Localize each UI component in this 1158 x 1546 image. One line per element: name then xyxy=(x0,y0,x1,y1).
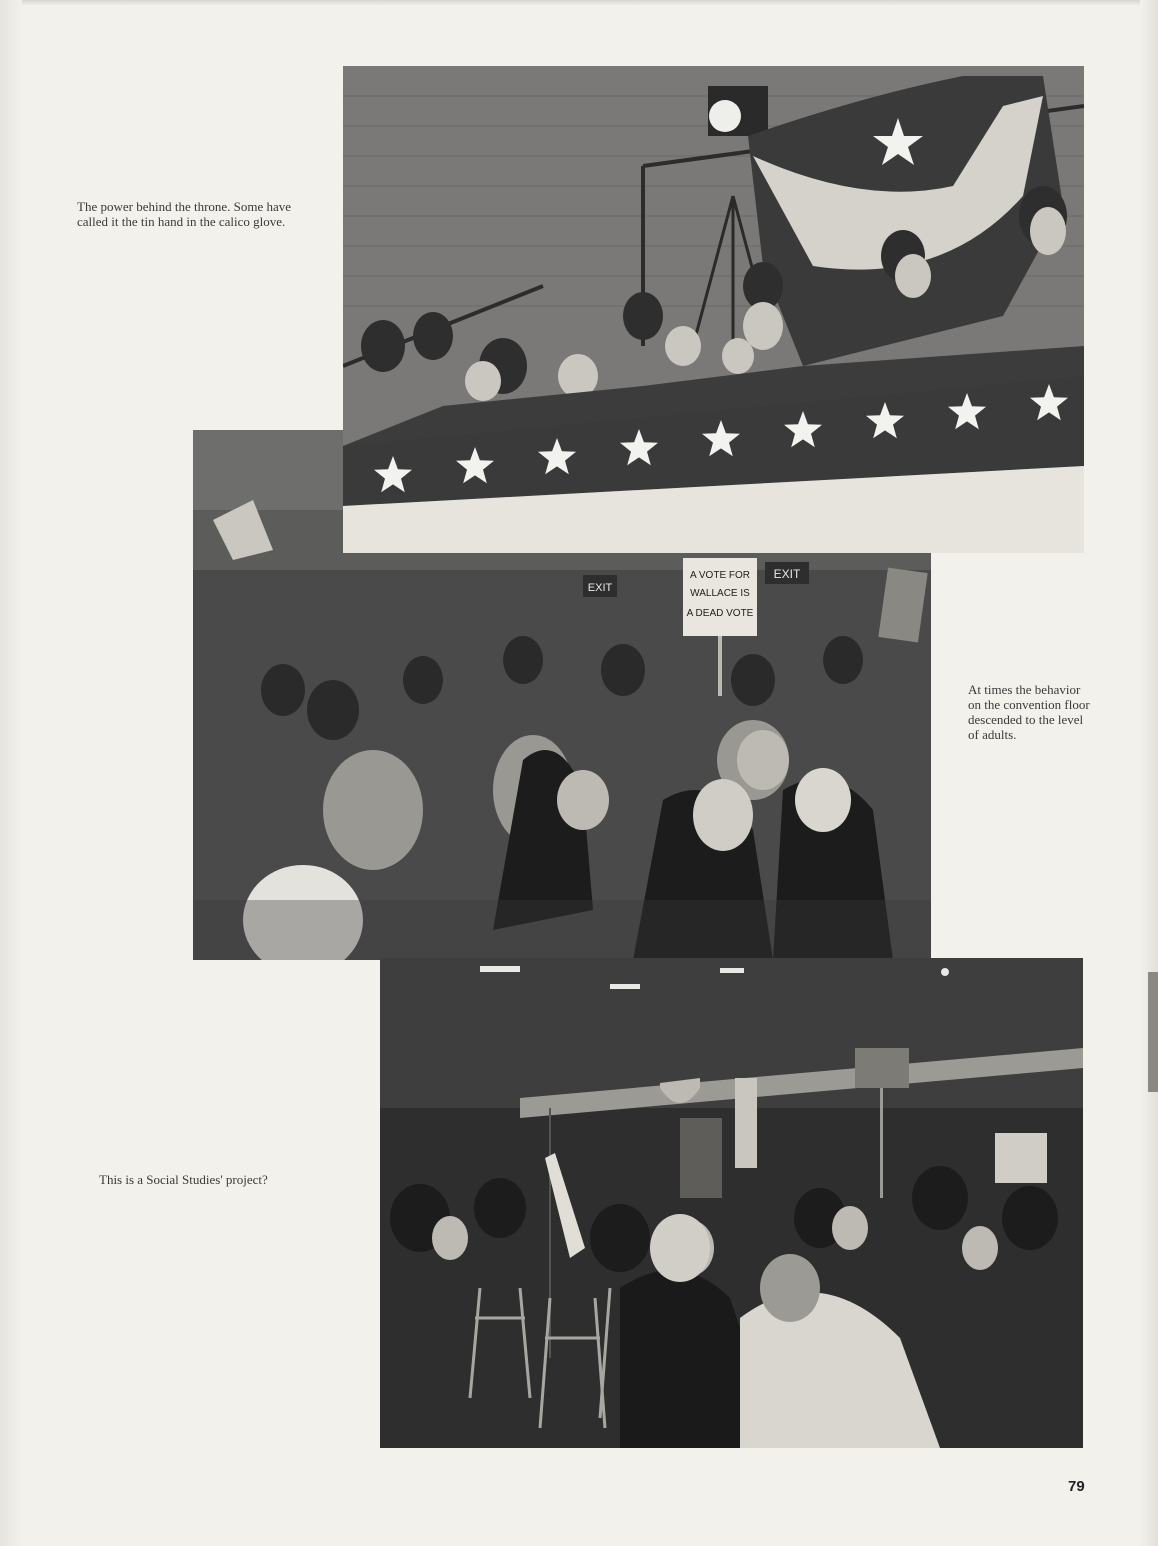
page-edge-left xyxy=(0,0,22,1546)
caption-convention-hall: This is a Social Studies' project? xyxy=(99,1172,268,1187)
photo-balcony-observers xyxy=(343,66,1084,553)
page-number: 79 xyxy=(1068,1478,1085,1495)
placard-line-3: A DEAD VOTE xyxy=(686,608,754,619)
page-edge-right xyxy=(1140,0,1158,1546)
page-edge-top xyxy=(0,0,1158,6)
caption-balcony: The power behind the throne. Some have called it the tin hand in the calico glove. xyxy=(77,199,292,229)
caption-convention-floor: At times the behavior on the convention floor descended to the level of adults. xyxy=(968,682,1090,742)
exit-sign-right: EXIT xyxy=(773,567,801,581)
photo-convention-hall xyxy=(380,958,1083,1448)
exit-sign-left: EXIT xyxy=(587,582,613,594)
placard-line-2: WALLACE IS xyxy=(690,588,750,599)
page-tab-marker xyxy=(1148,972,1158,1092)
placard-line-1: A VOTE FOR xyxy=(689,570,751,581)
